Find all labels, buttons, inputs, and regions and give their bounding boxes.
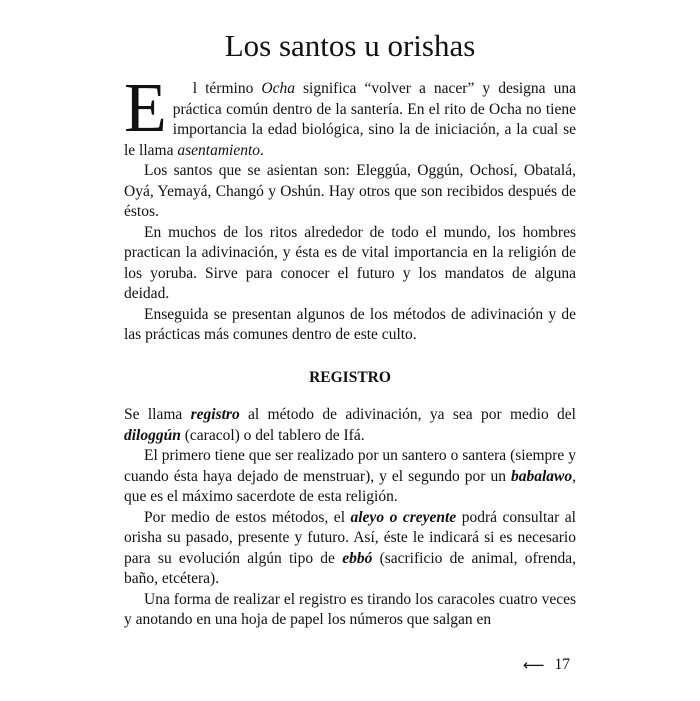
section-heading: REGISTRO xyxy=(309,369,391,386)
intro-text xyxy=(124,70,576,346)
intro-paragraph-4: Enseguida se presentan algunos de los métodos de adivinación y de las prácticas más comunes dentro de este culto. xyxy=(124,305,576,343)
registro-paragraph-4: Una forma de realizar el registro es tirando los caracoles cuatro veces y anotando en una hoja de papel los números que salgan en xyxy=(124,590,576,628)
registro-paragraph-1: Se llama registro al método de adivinación, ya sea por medio del diloggún (caracol) o del tablero de Ifá. xyxy=(124,406,576,444)
page-footer xyxy=(523,655,570,675)
chapter-title: Los santos u orishas xyxy=(224,28,476,63)
registro-paragraph-2: El primero tiene que ser realizado por un santero o santera (siempre y cuando ésta haya dejado de menstruar), y el segundo por un babalawo, que es el máximo sacerdote de esta religión. xyxy=(124,447,576,505)
left-arrow-icon: ⟵ xyxy=(522,656,545,674)
page-number: 17 xyxy=(554,656,570,673)
intro-paragraph-1: E l término Ocha significa “volver a nacer” y designa una práctica común dentro de la santería. En el rito de Ocha no tiene importancia la edad biológica, sino la de iniciación, a la cual se le llama asentamiento. xyxy=(124,70,576,159)
drop-cap: E xyxy=(124,70,167,147)
intro-paragraph-2: Los santos que se asientan son: Eleggúa, Oggún, Ochosí, Obatalá, Oyá, Yemayá, Changó y Oshún. Hay otros que son recibidos después de éstos. xyxy=(124,162,576,220)
registro-paragraph-3: Por medio de estos métodos, el aleyo o creyente podrá consultar al orisha su pasado, presente y futuro. Así, éste le indicará si es necesario para su evolución algún tipo de ebbó (sacrificio de animal, ofrenda, baño, etcétera). xyxy=(124,508,576,587)
registro-text xyxy=(124,405,576,631)
intro-paragraph-3: En muchos de los ritos alrededor de todo el mundo, los hombres practican la adivinación, y ésta es de vital importancia en la religión de los yoruba. Sirve para conocer el futuro y los mandatos de alguna deidad. xyxy=(124,223,576,302)
